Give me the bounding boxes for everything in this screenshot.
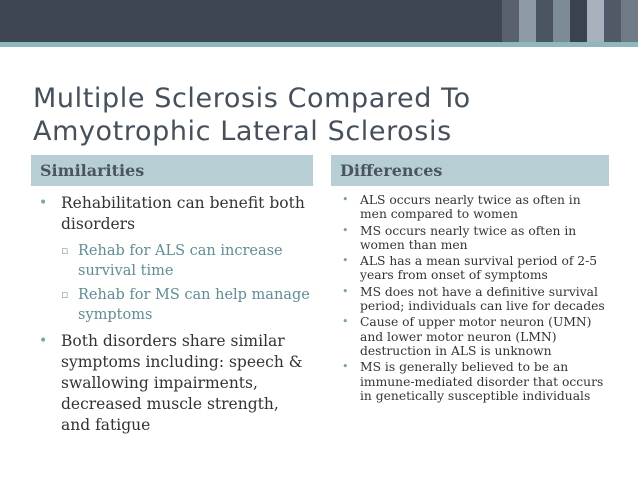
similarities-header: Similarities	[31, 155, 313, 186]
square-bullet-icon: ▫	[61, 288, 69, 301]
difference-text: ALS has a mean survival period of 2-5 years from onset of symptoms	[360, 254, 598, 283]
slide-title: Multiple Sclerosis Compared To Amyotrophic Lateral Sclerosis	[33, 83, 471, 147]
bullet-icon: •	[342, 223, 349, 237]
bullet-icon: •	[342, 315, 349, 329]
similarity-subitem	[31, 285, 311, 325]
difference-item	[333, 254, 611, 283]
similarities-list	[31, 193, 311, 442]
similarity-text: Both disorders share similar symptoms including: speech & swallowing impairments, decreased muscle strength, and fatigue	[61, 332, 303, 434]
difference-item	[333, 315, 611, 358]
similarity-item	[31, 331, 311, 436]
top-accent-stripes	[502, 0, 638, 42]
bullet-icon: •	[39, 195, 48, 211]
square-bullet-icon: ▫	[61, 244, 69, 257]
bullet-icon: •	[342, 254, 349, 268]
difference-text: MS is generally believed to be an immune-mediated disorder that occurs in genetically susceptible individuals	[360, 360, 604, 403]
bullet-icon: •	[342, 360, 349, 374]
similarity-item	[31, 193, 311, 235]
difference-text: MS does not have a definitive survival period; individuals can live for decades	[360, 284, 605, 314]
difference-text: ALS occurs nearly twice as often in men compared to women	[360, 193, 581, 222]
difference-item	[333, 224, 611, 253]
bullet-icon: •	[39, 333, 48, 349]
difference-item	[333, 285, 611, 314]
difference-text: Cause of upper motor neuron (UMN) and lower motor neuron (LMN) destruction in ALS is unknown	[360, 315, 592, 358]
difference-item	[333, 193, 611, 222]
bullet-icon: •	[342, 193, 349, 206]
bullet-icon: •	[342, 284, 349, 298]
similarity-subitem-text: Rehab for MS can help manage symptoms	[78, 287, 310, 323]
difference-item	[333, 360, 611, 403]
similarity-subitem	[31, 241, 311, 281]
similarity-sublist	[31, 241, 311, 325]
teal-strip	[0, 42, 638, 47]
similarity-text: Rehabilitation can benefit both disorders	[61, 194, 305, 233]
differences-list	[333, 193, 611, 405]
difference-text: MS occurs nearly twice as often in women than men	[360, 223, 577, 252]
differences-header: Differences	[331, 155, 609, 186]
similarity-subitem-text: Rehab for ALS can increase survival time	[78, 243, 283, 279]
